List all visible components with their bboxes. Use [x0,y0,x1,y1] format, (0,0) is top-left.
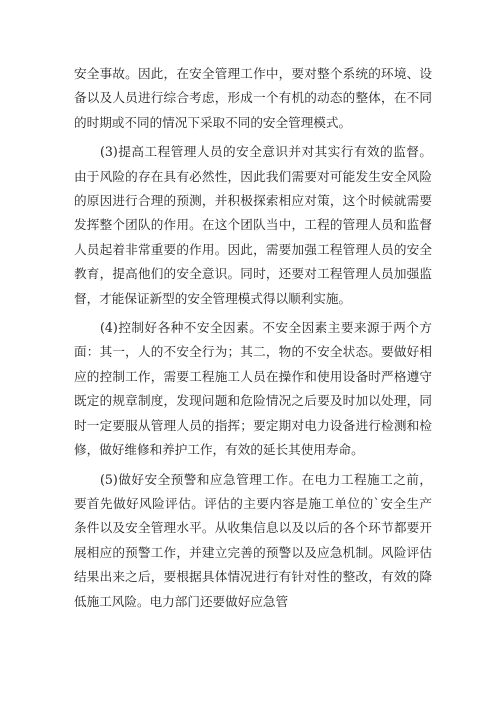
paragraph-item-5: (5)做好安全预警和应急管理工作。在电力工程施工之前，要首先做好风险评估。评估的主要内容是施工单位的`安全生产条件以及安全管理水平。从收集信息以及以后的各个环节都要开展相应的预警工作，并建立完善的预警以及应急机制。风险评估结果出来之后，要根据具体情况进行有针对性的整改，有效的降低施工风险。电力部门还要做好应急管 [74,471,432,609]
document-body [74,62,432,619]
paragraph-item-3: (3)提高工程管理人员的安全意识并对其实行有效的监督。由于风险的存在具有必然性，因此我们需要对可能发生安全风险的原因进行合理的预测，并积极探索相应对策，这个时候就需要发挥整个团队的作用。在这个团队当中，工程的管理人员和监督人员起着非常重要的作用。因此，需要加强工程管理人员的安全教育，提高他们的安全意识。同时，还要对工程管理人员加强监督，才能保证新型的安全管理模式得以顺利实施。 [74,144,432,306]
paragraph-item-4: (4)控制好各种不安全因素。不安全因素主要来源于两个方面：其一，人的不安全行为；其二，物的不安全状态。要做好相应的控制工作，需要工程施工人员在操作和使用设备时严格遵守既定的规章制度，发现问题和危险情况之后要及时加以处理，同时一定要服从管理人员的指挥；要定期对电力设备进行检测和检修，做好维修和养护工作，有效的延长其使用寿命。 [74,320,432,458]
paragraph-continuation: 安全事故。因此，在安全管理工作中，要对整个系统的环境、设备以及人员进行综合考虑，形成一个有机的动态的整体，在不同的时期或不同的情况下采取不同的安全管理模式。 [74,66,432,130]
